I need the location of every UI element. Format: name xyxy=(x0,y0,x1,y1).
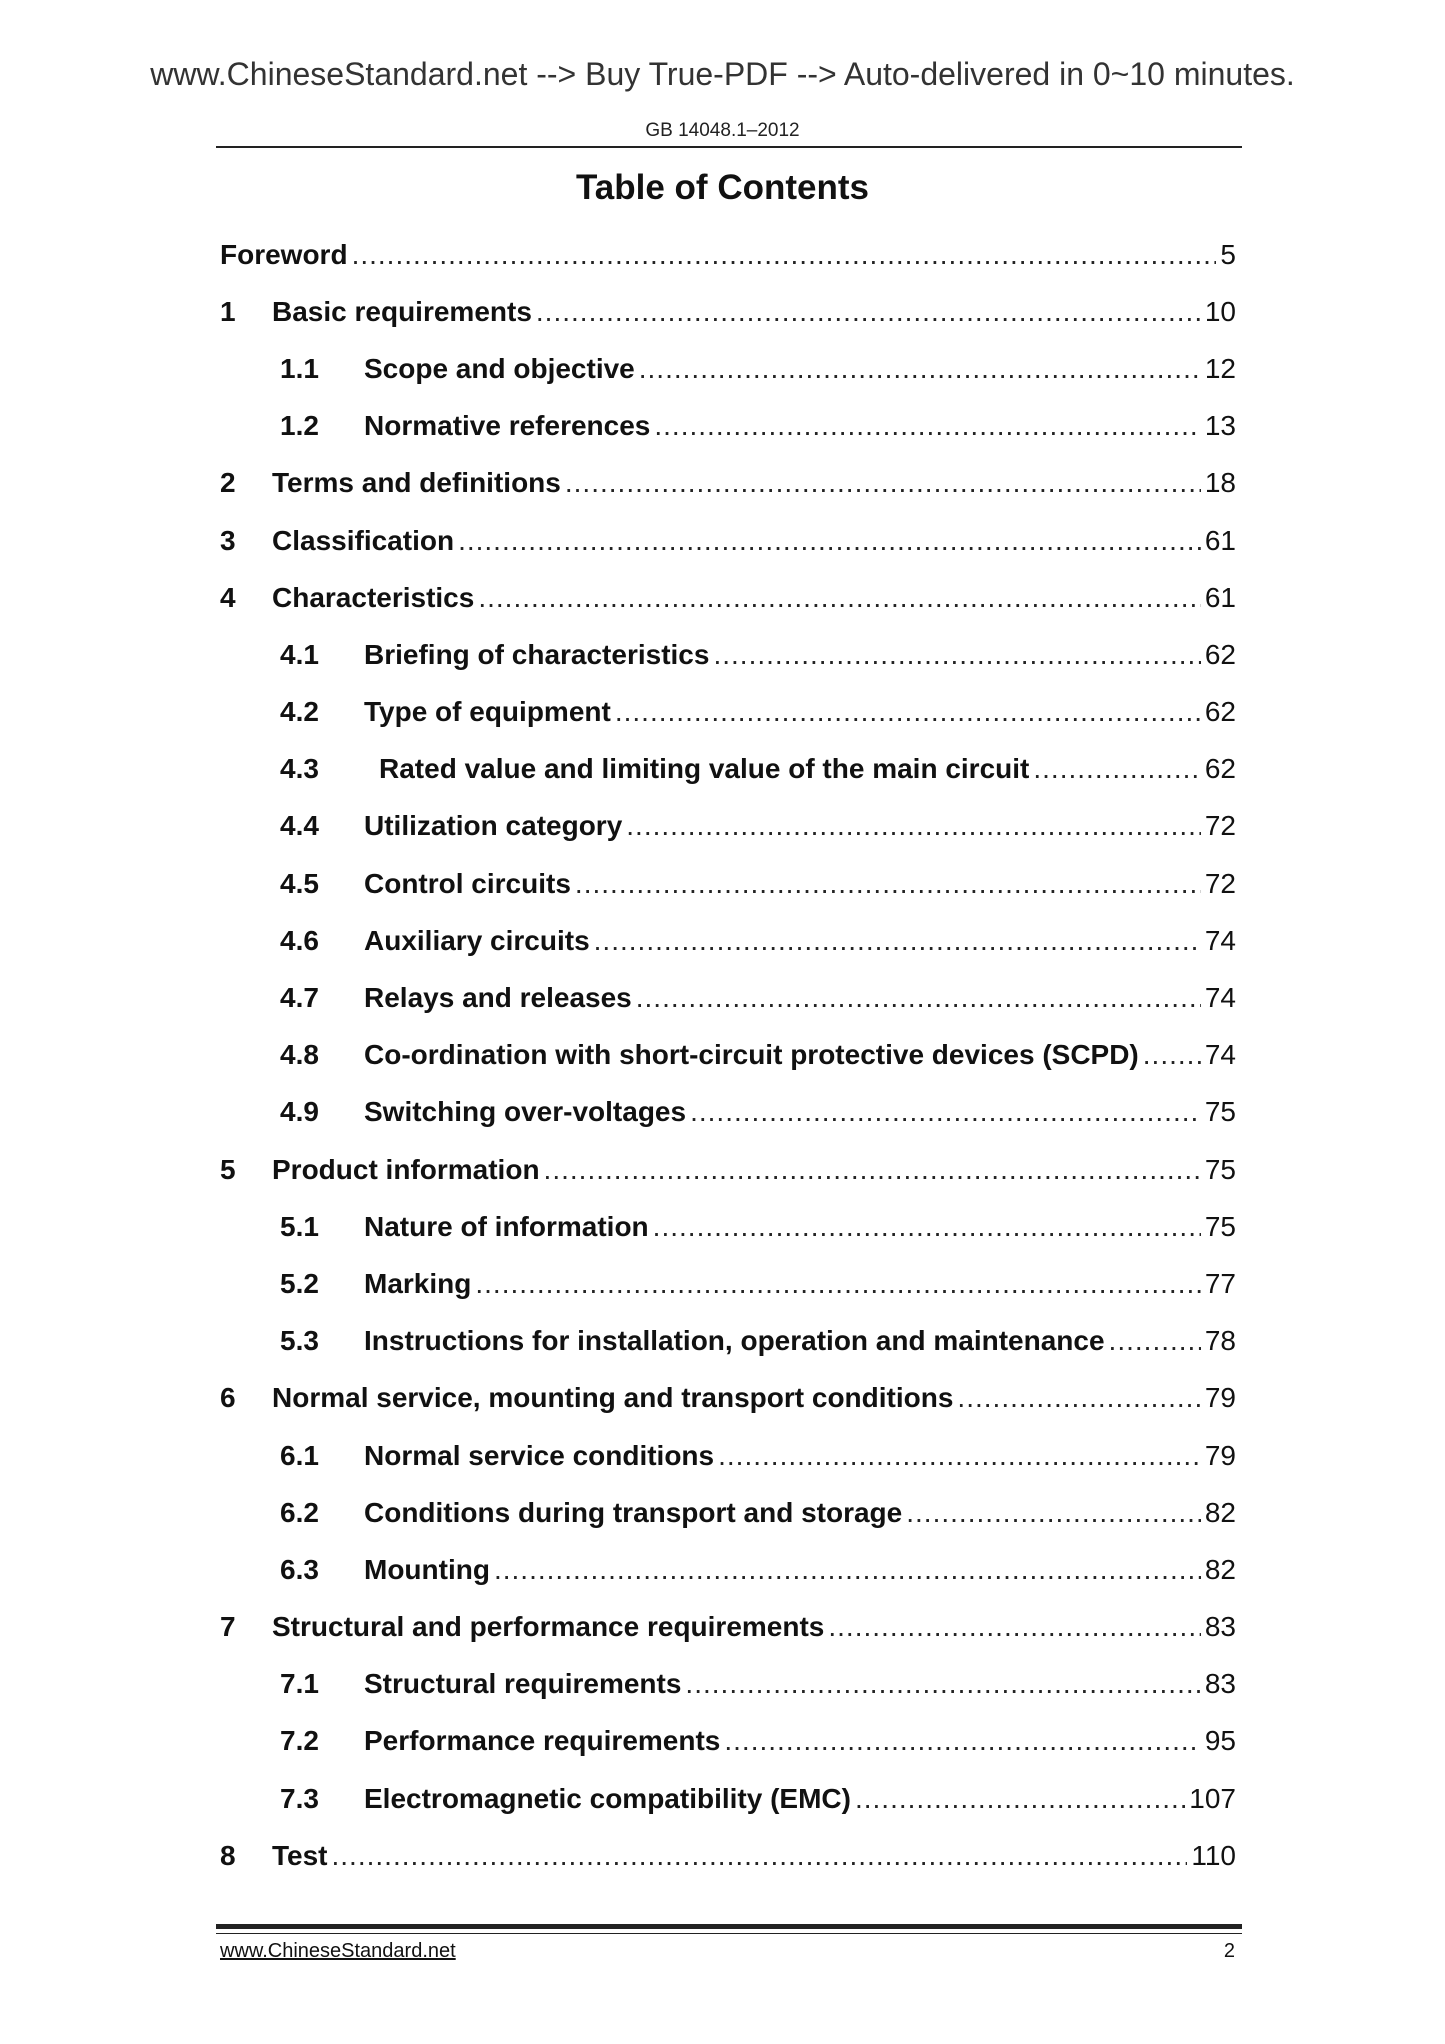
toc-entry-page: 110 xyxy=(1191,1839,1236,1871)
footer-page-number: 2 xyxy=(1223,1940,1235,1962)
toc-dot-leader xyxy=(1109,1325,1201,1357)
toc-entry-label: Control circuits xyxy=(364,867,571,899)
site-banner: www.ChineseStandard.net --> Buy True-PDF --> Auto-delivered in 0~10 minutes. xyxy=(150,56,1295,92)
toc-entry-page: 62 xyxy=(1204,638,1236,670)
toc-dot-leader xyxy=(594,925,1201,957)
toc-entry-label: Terms and definitions xyxy=(272,467,561,499)
toc-dot-leader xyxy=(575,868,1201,900)
toc-entry-label: Normal service, mounting and transport conditions xyxy=(272,1382,954,1414)
toc-entry-label: Conditions during transport and storage xyxy=(364,1496,903,1528)
toc-entry[interactable] xyxy=(220,340,1236,397)
toc-entry[interactable] xyxy=(220,1656,1236,1713)
toc-entry-page: 95 xyxy=(1204,1725,1236,1757)
footer-divider-thin xyxy=(216,1933,1242,1934)
toc-entry-page: 82 xyxy=(1204,1553,1236,1585)
toc-dot-leader xyxy=(653,1211,1201,1243)
toc-entry-number: 5 xyxy=(220,1153,236,1185)
toc-entry-number: 4.6 xyxy=(280,924,319,956)
toc-dot-leader xyxy=(828,1611,1200,1643)
toc-entry-number: 6.3 xyxy=(280,1553,319,1585)
toc-entry-label: Marking xyxy=(364,1267,472,1299)
toc-entry-number: 5.3 xyxy=(280,1325,319,1357)
toc-entry-number: 4.3 xyxy=(280,753,319,785)
toc-entry[interactable] xyxy=(220,569,1236,626)
toc-dot-leader xyxy=(458,525,1201,557)
toc-entry-number: 4.8 xyxy=(280,1039,319,1071)
header-divider xyxy=(216,146,1242,148)
toc-entry-label: Mounting xyxy=(364,1553,490,1585)
toc-entry-label: Auxiliary circuits xyxy=(364,924,590,956)
toc-entry-label: Utilization category xyxy=(364,810,623,842)
toc-entry-page: 79 xyxy=(1204,1439,1236,1471)
toc-entry[interactable] xyxy=(220,798,1236,855)
toc-entry-page: 13 xyxy=(1204,410,1236,442)
toc-dot-leader xyxy=(713,639,1200,671)
toc-entry[interactable] xyxy=(220,1770,1236,1827)
toc-dot-leader xyxy=(957,1382,1200,1414)
toc-entry-label: Instructions for installation, operation and maintenance xyxy=(364,1325,1105,1357)
toc-dot-leader xyxy=(855,1783,1185,1815)
toc-dot-leader xyxy=(685,1668,1200,1700)
toc-entry-label: Foreword xyxy=(220,238,348,270)
footer-divider-thick xyxy=(216,1924,1242,1929)
toc-dot-leader xyxy=(690,1096,1201,1128)
toc-entry-page: 62 xyxy=(1204,696,1236,728)
toc-entry[interactable] xyxy=(220,1427,1236,1484)
toc-dot-leader xyxy=(636,982,1201,1014)
toc-entry-number: 4 xyxy=(220,581,236,613)
toc-entry-page: 72 xyxy=(1204,810,1236,842)
toc-entry-page: 75 xyxy=(1204,1096,1236,1128)
toc-dot-leader xyxy=(352,239,1217,271)
toc-entry[interactable] xyxy=(220,855,1236,912)
toc-dot-leader xyxy=(478,582,1201,614)
toc-entry-page: 83 xyxy=(1204,1611,1236,1643)
toc-entry[interactable] xyxy=(220,1027,1236,1084)
toc-entry-page: 79 xyxy=(1204,1382,1236,1414)
toc-entry-label: Electromagnetic compatibility (EMC) xyxy=(364,1782,851,1814)
toc-entry-page: 74 xyxy=(1204,982,1236,1014)
toc-entry[interactable] xyxy=(220,1198,1236,1255)
toc-dot-leader xyxy=(494,1554,1201,1586)
toc-entry-number: 4.5 xyxy=(280,867,319,899)
toc-entry[interactable] xyxy=(220,626,1236,683)
toc-dot-leader xyxy=(718,1440,1201,1472)
toc-entry-number: 8 xyxy=(220,1839,236,1871)
toc-entry-page: 75 xyxy=(1204,1153,1236,1185)
toc-entry[interactable] xyxy=(220,283,1236,340)
toc-entry-page: 72 xyxy=(1204,867,1236,899)
toc-entry-page: 61 xyxy=(1204,524,1236,556)
toc-entry-page: 5 xyxy=(1220,238,1236,270)
toc-entry-page: 74 xyxy=(1204,924,1236,956)
toc-entry-page: 82 xyxy=(1204,1496,1236,1528)
toc-entry[interactable] xyxy=(220,1713,1236,1770)
toc-dot-leader xyxy=(626,810,1201,842)
toc-entry-number: 4.9 xyxy=(280,1096,319,1128)
toc-entry-number: 1.1 xyxy=(280,352,319,384)
toc-entry-number: 4.7 xyxy=(280,982,319,1014)
table-of-contents xyxy=(220,226,1236,1884)
standard-code: GB 14048.1–2012 xyxy=(645,120,800,141)
toc-dot-leader xyxy=(1143,1039,1201,1071)
toc-entry-page: 107 xyxy=(1189,1782,1236,1814)
toc-entry[interactable] xyxy=(220,1370,1236,1427)
toc-dot-leader xyxy=(565,467,1201,499)
toc-dot-leader xyxy=(332,1840,1188,1872)
toc-entry-number: 7.2 xyxy=(280,1725,319,1757)
toc-entry[interactable] xyxy=(220,512,1236,569)
toc-entry[interactable] xyxy=(220,741,1236,798)
toc-entry-number: 1 xyxy=(220,295,236,327)
toc-dot-leader xyxy=(544,1154,1201,1186)
toc-entry[interactable] xyxy=(220,1484,1236,1541)
toc-entry-number: 7.1 xyxy=(280,1668,319,1700)
toc-entry-label: Performance requirements xyxy=(364,1725,721,1757)
toc-dot-leader xyxy=(906,1497,1201,1529)
toc-entry-number: 1.2 xyxy=(280,410,319,442)
toc-entry-number: 6.1 xyxy=(280,1439,319,1471)
toc-entry-number: 6 xyxy=(220,1382,236,1414)
toc-entry-label: Relays and releases xyxy=(364,982,632,1014)
footer-site-link[interactable]: www.ChineseStandard.net xyxy=(220,1940,456,1962)
toc-entry[interactable] xyxy=(220,1255,1236,1312)
toc-entry-label: Normal service conditions xyxy=(364,1439,715,1471)
toc-entry-number: 5.1 xyxy=(280,1210,319,1242)
toc-entry-page: 10 xyxy=(1204,295,1236,327)
toc-entry[interactable] xyxy=(220,398,1236,455)
toc-entry-page: 83 xyxy=(1204,1668,1236,1700)
toc-entry-number: 7.3 xyxy=(280,1782,319,1814)
toc-entry-label: Scope and objective xyxy=(364,352,635,384)
toc-dot-leader xyxy=(536,296,1201,328)
toc-entry-label: Nature of information xyxy=(364,1210,649,1242)
toc-entry-label: Briefing of characteristics xyxy=(364,638,710,670)
toc-entry-number: 7 xyxy=(220,1611,236,1643)
toc-entry[interactable] xyxy=(220,1541,1236,1598)
toc-entry-page: 12 xyxy=(1204,352,1236,384)
toc-entry-label: Structural and performance requirements xyxy=(272,1611,825,1643)
toc-dot-leader xyxy=(615,696,1201,728)
toc-entry-page: 78 xyxy=(1204,1325,1236,1357)
toc-entry[interactable] xyxy=(220,1313,1236,1370)
toc-entry-number: 4.4 xyxy=(280,810,319,842)
toc-entry-number: 3 xyxy=(220,524,236,556)
toc-title: Table of Contents xyxy=(576,168,869,207)
toc-entry-label: Rated value and limiting value of the main circuit xyxy=(379,753,1030,785)
toc-entry-label: Switching over-voltages xyxy=(364,1096,687,1128)
toc-entry-page: 75 xyxy=(1204,1210,1236,1242)
toc-entry[interactable] xyxy=(220,1084,1236,1141)
toc-entry-label: Normative references xyxy=(364,410,651,442)
toc-dot-leader xyxy=(1033,753,1200,785)
toc-entry-number: 2 xyxy=(220,467,236,499)
toc-entry[interactable] xyxy=(220,912,1236,969)
toc-entry-label: Type of equipment xyxy=(364,696,611,728)
toc-entry-label: Test xyxy=(272,1839,328,1871)
toc-dot-leader xyxy=(475,1268,1200,1300)
toc-entry-number: 6.2 xyxy=(280,1496,319,1528)
toc-entry-label: Product information xyxy=(272,1153,540,1185)
toc-entry-number: 4.2 xyxy=(280,696,319,728)
toc-dot-leader xyxy=(724,1725,1200,1757)
toc-entry-page: 18 xyxy=(1204,467,1236,499)
toc-entry-page: 77 xyxy=(1204,1267,1236,1299)
toc-entry-label: Classification xyxy=(272,524,455,556)
toc-entry[interactable] xyxy=(220,226,1236,283)
toc-entry[interactable] xyxy=(220,1141,1236,1198)
toc-entry-label: Basic requirements xyxy=(272,295,532,327)
toc-entry[interactable] xyxy=(220,1599,1236,1656)
toc-entry-label: Structural requirements xyxy=(364,1668,682,1700)
toc-entry[interactable] xyxy=(220,1827,1236,1884)
toc-entry-number: 4.1 xyxy=(280,638,319,670)
toc-entry-page: 61 xyxy=(1204,581,1236,613)
toc-entry-label: Co-ordination with short-circuit protective devices (SCPD) xyxy=(364,1039,1139,1071)
toc-entry-label: Characteristics xyxy=(272,581,475,613)
toc-entry[interactable] xyxy=(220,455,1236,512)
toc-entry[interactable] xyxy=(220,684,1236,741)
toc-dot-leader xyxy=(639,353,1201,385)
toc-dot-leader xyxy=(654,410,1200,442)
toc-entry-page: 74 xyxy=(1204,1039,1236,1071)
toc-entry[interactable] xyxy=(220,969,1236,1026)
toc-entry-number: 5.2 xyxy=(280,1267,319,1299)
toc-entry-page: 62 xyxy=(1204,753,1236,785)
